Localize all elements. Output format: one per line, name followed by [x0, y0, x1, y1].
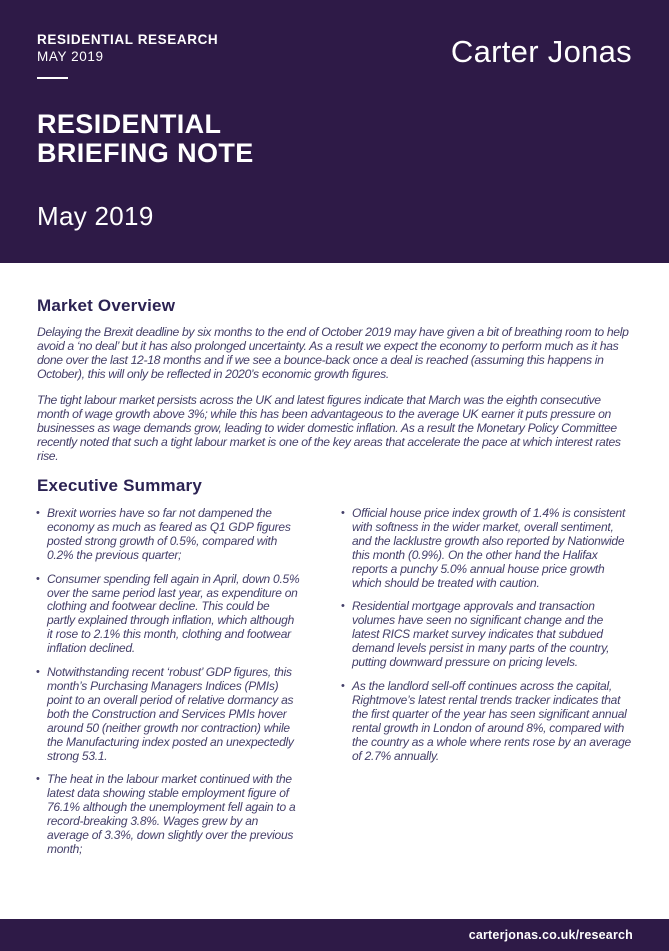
summary-bullet: [342, 680, 632, 763]
market-overview-section: [37, 296, 634, 463]
executive-summary-heading: Executive Summary: [37, 476, 202, 495]
executive-summary-columns: [37, 507, 632, 867]
summary-bullet-text: The heat in the labour market continued with the latest data showing stable employment figure of 76.1% although the unemployment fell again to a record-breaking 3.8%. Wages grew by an average of 3.3%, down slightly over the previous month;: [47, 772, 296, 856]
summary-bullet-text: As the landlord sell-off continues across the capital, Rightmove’s latest rental trends tracker indicates that the first quarter of the year has seen significant annual rental growth in London of around 8%, compared with the country as a whole where rents rose by an average of 2.7% annually.: [352, 678, 631, 763]
market-overview-paragraph: Delaying the Brexit deadline by six months to the end of October 2019 may have given a bit of breathing room to help avoid a ‘no deal’ but it has also prolonged uncertainty. As a result we expect the economy to perform much as it has done over the last 12-18 months and if we see a bounce-back once a deal is reached (assuming this happens in October), this will only be reflected in 2020’s economic growth figures.: [37, 325, 629, 381]
summary-bullet-text: Brexit worries have so far not dampened the economy as much as feared as Q1 GDP figures posted strong growth of 0.5%, compared with 0.2% the previous quarter;: [47, 506, 291, 562]
bullet-list-left: [37, 507, 300, 867]
summary-bullet: [37, 507, 300, 563]
summary-bullet-text: Official house price index growth of 1.4% is consistent with softness in the wider market, overall sentiment, and the lacklustre growth also reported by Nationwide this month (0.9%). On the other hand the Halifax reports a punchy 5.0% annual house price growth which should be treated with caution.: [352, 506, 626, 590]
document-header: [0, 0, 669, 263]
header-eyebrow: [37, 31, 218, 79]
summary-bullet: [37, 573, 300, 656]
summary-bullet-text: Notwithstanding recent ‘robust’ GDP figures, this month’s Purchasing Managers Indices (PMIs) point to an overall period of relative dormancy as both the Construction and Services PMIs hover around 50 (neither growth nor contraction) while the Manufacturing index posted an unexpectedly strong 53.1.: [47, 665, 294, 763]
summary-bullet: [37, 773, 300, 856]
summary-bullet-text: Consumer spending fell again in April, down 0.5% over the same period last year, as expenditure on clothing and footwear decline. This could be partly explained through inflation, which although it rose to 2.1% this month, clothing and footwear inflation declined.: [47, 571, 300, 656]
summary-bullet-text: Residential mortgage approvals and transaction volumes have seen no significant change and the latest RICS market survey indicates that subdued demand levels persist in many parts of the country, putting downward pressure on pricing levels.: [352, 599, 610, 670]
eyebrow-date: MAY 2019: [37, 49, 104, 64]
summary-bullet: [342, 600, 632, 670]
summary-bullet: [37, 666, 300, 763]
footer-research-url[interactable]: carterjonas.co.uk/research: [468, 928, 633, 942]
document-title: [37, 110, 254, 168]
document-title-line1: RESIDENTIAL: [37, 109, 222, 139]
document-title-line2: BRIEFING NOTE: [37, 138, 254, 168]
header-rule: [37, 77, 68, 79]
bullet-list-right: [342, 507, 632, 867]
eyebrow-title: RESIDENTIAL RESEARCH: [37, 32, 219, 47]
carter-jonas-logo: Carter Jonas: [450, 34, 632, 69]
market-overview-paragraph: The tight labour market persists across the UK and latest figures indicate that March was the eighth consecutive month of wage growth above 3%; while this has been advantageous to the average UK earner it puts pressure on businesses as wage demands grow, leading to wider domestic inflation. As a result the Monetary Policy Committee recently noted that such a tight labour market is one of the key areas that accelerate the pace at which interest rates rise.: [37, 393, 621, 463]
market-overview-heading: Market Overview: [37, 296, 176, 315]
executive-summary-section: [37, 476, 632, 867]
summary-bullet: [342, 507, 632, 590]
document-subtitle: May 2019: [37, 201, 154, 231]
footer-bar: [0, 919, 669, 951]
